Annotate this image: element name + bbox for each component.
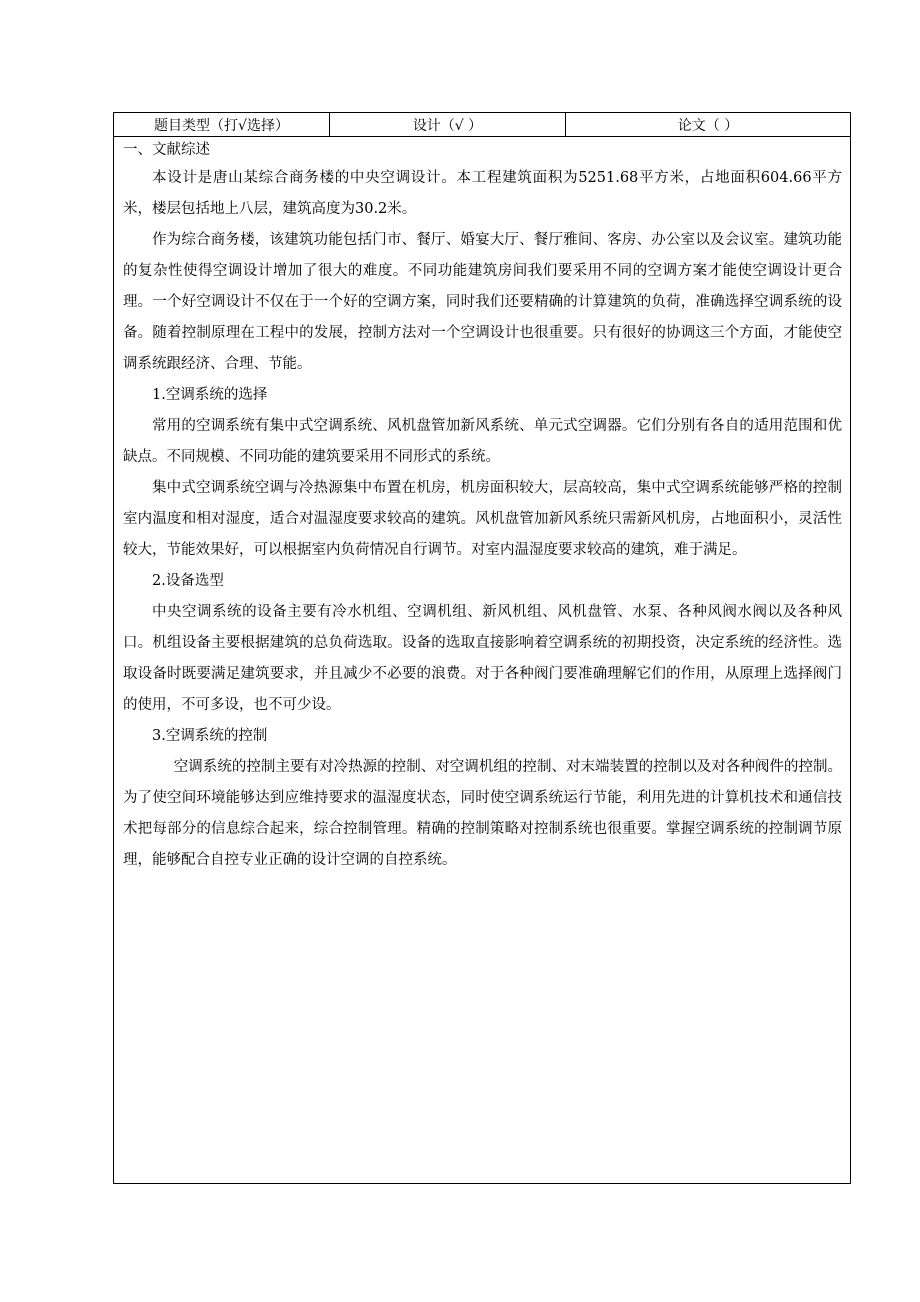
literature-review-section xyxy=(114,137,850,876)
thesis-option[interactable]: 论文（ ） xyxy=(677,117,739,134)
section-title: 一、文献综述 xyxy=(123,142,210,158)
subsection-1-title: 1.空调系统的选择 xyxy=(152,387,268,403)
design-option[interactable]: 设计（√ ） xyxy=(330,113,566,136)
topic-type-label: 题目类型（打√选择） xyxy=(114,113,330,136)
subsection-1-paragraph-1: 常用的空调系统有集中式空调系统、风机盘管加新风系统、单元式空调器。它们分别有各自的适用范围和优缺点。不同规模、不同功能的建筑要采用不同形式的系统。 xyxy=(123,418,842,465)
subsection-2-paragraph-1: 中央空调系统的设备主要有冷水机组、空调机组、新风机组、风机盘管、水泵、各种风阀水阀以及各种风口。机组设备主要根据建筑的总负荷选取。设备的选取直接影响着空调系统的初期投资，决定系统的经济性。选取设备时既要满足建筑要求，并且减少不必要的浪费。对于各种阀门要准确理解它们的作用，从原理上选择阀门的使用，不可多设，也不可少设。 xyxy=(123,604,842,713)
subsection-2-title: 2.设备选型 xyxy=(152,573,224,589)
subsection-1-paragraph-2: 集中式空调系统空调与冷热源集中布置在机房，机房面积较大，层高较高，集中式空调系统能够严格的控制室内温度和相对湿度，适合对温湿度要求较高的建筑。风机盘管加新风系统只需新风机房，占地面积小，灵活性较大，节能效果好，可以根据室内负荷情况自行调节。对室内温湿度要求较高的建筑，难于满足。 xyxy=(123,480,842,558)
subsection-3-title: 3.空调系统的控制 xyxy=(152,728,268,744)
intro-paragraph-1: 本设计是唐山某综合商务楼的中央空调设计。本工程建筑面积为5251.68平方米，占地面积604.66平方米，楼层包括地上八层，建筑高度为30.2米。 xyxy=(123,170,842,217)
subsection-3-paragraph-1: 空调系统的控制主要有对冷热源的控制、对空调机组的控制、对末端装置的控制以及对各种阀件的控制。为了使空间环境能够达到应维持要求的温湿度状态，同时使空调系统运行节能，利用先进的计算机技术和通信技术把每部分的信息综合起来，综合控制管理。精确的控制策略对控制系统也很重要。掌握空调系统的控制调节原理，能够配合自控专业正确的设计空调的自控系统。 xyxy=(123,759,842,868)
topic-type-row xyxy=(114,113,850,137)
intro-paragraph-2: 作为综合商务楼，该建筑功能包括门市、餐厅、婚宴大厅、餐厅雅间、客房、办公室以及会议室。建筑功能的复杂性使得空调设计增加了很大的难度。不同功能建筑房间我们要采用不同的空调方案才能使空调设计更合理。一个好空调设计不仅在于一个好的空调方案，同时我们还要精确的计算建筑的负荷，准确选择空调系统的设备。随着控制原理在工程中的发展，控制方法对一个空调设计也很重要。只有很好的协调这三个方面，才能使空调系统跟经济、合理、节能。 xyxy=(123,232,842,372)
proposal-form-table xyxy=(113,112,851,1184)
